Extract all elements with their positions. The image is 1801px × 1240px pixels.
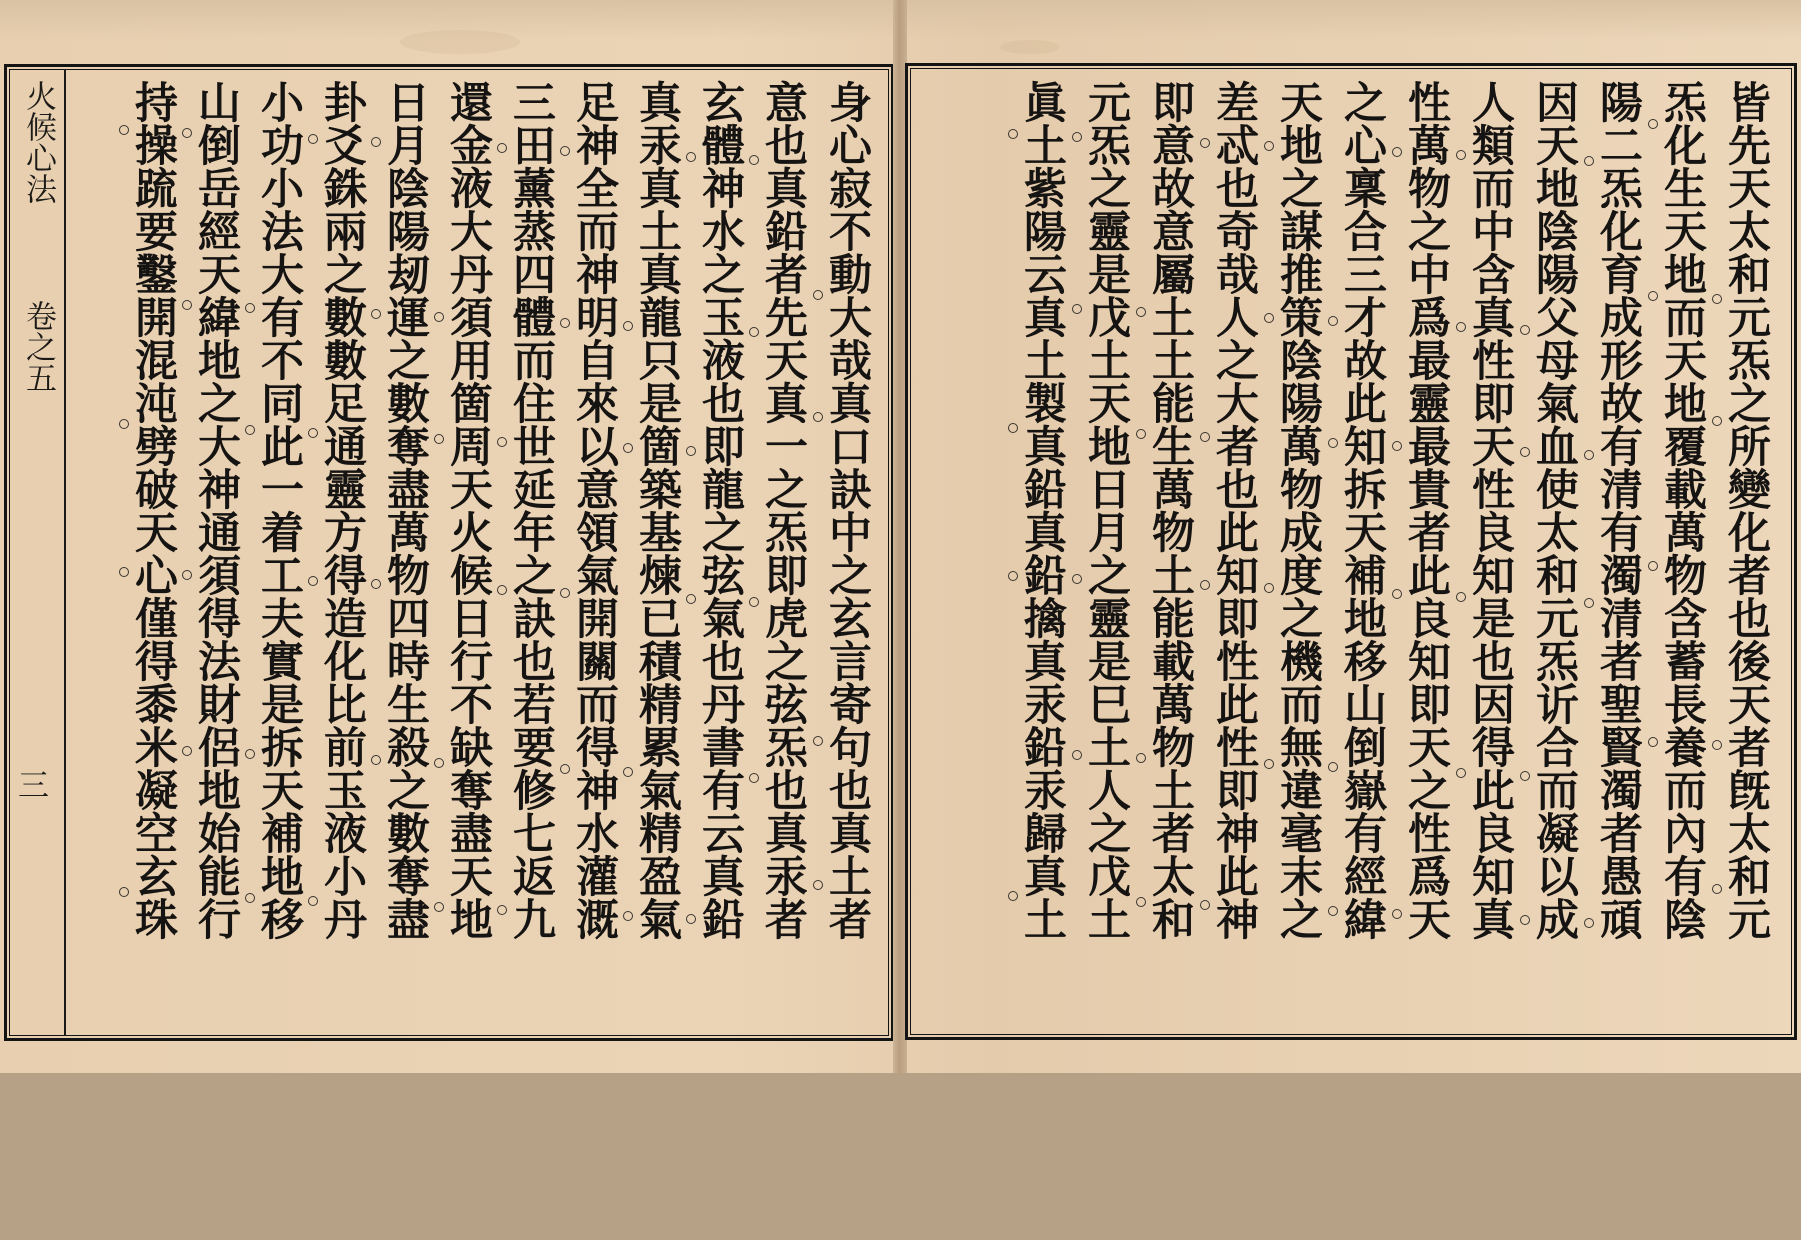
punctuation-mark: [434, 758, 444, 768]
punctuation-mark: [1712, 294, 1722, 304]
punctuation-mark: [182, 300, 192, 310]
punctuation-mark: [497, 585, 507, 595]
text-column: 因天地陰陽父母氣血使太和元炁䜣合而凝以成: [1529, 80, 1579, 940]
margin-title: 火候心法: [20, 80, 56, 204]
punctuation-mark: [1200, 580, 1210, 590]
punctuation-mark: [1456, 768, 1466, 778]
punctuation-mark: [1264, 313, 1274, 323]
text-column: 即意故意屬土土能生萬物土能載萬物土者太和: [1145, 80, 1195, 940]
punctuation-mark: [182, 570, 192, 580]
punctuation-mark: [1648, 291, 1658, 301]
punctuation-mark: [371, 137, 381, 147]
text-column: 陽二炁化育成形故有清有濁清者聖賢濁者愚頑: [1593, 80, 1643, 940]
punctuation-mark: [560, 318, 570, 328]
punctuation-mark: [308, 428, 318, 438]
punctuation-mark: [1392, 909, 1402, 919]
text-column: 真汞真土真龍只是箇築基煉已積精累氣精盈氣: [632, 80, 682, 940]
punctuation-mark: [245, 893, 255, 903]
punctuation-mark: [623, 911, 633, 921]
punctuation-mark: [1072, 132, 1082, 142]
punctuation-mark: [1008, 129, 1018, 139]
punctuation-mark: [1072, 574, 1082, 584]
punctuation-mark: [1328, 906, 1338, 916]
punctuation-mark: [623, 321, 633, 331]
punctuation-mark: [119, 887, 129, 897]
punctuation-mark: [1264, 759, 1274, 769]
margin-volume: 卷之五: [20, 300, 56, 393]
punctuation-mark: [1200, 432, 1210, 442]
text-column: 持操䟽要鑿開混沌劈破天心僅得黍米凝空玄珠: [128, 80, 178, 940]
punctuation-mark: [686, 152, 696, 162]
text-column: 天地之謀推策陰陽萬物成度之機而無違毫末之: [1273, 80, 1323, 940]
punctuation-mark: [560, 146, 570, 156]
punctuation-mark: [434, 902, 444, 912]
punctuation-mark: [245, 303, 255, 313]
punctuation-mark: [182, 746, 192, 756]
punctuation-mark: [1200, 138, 1210, 148]
text-column: 性萬物之中爲最靈最貴者此良知即天之性爲天: [1401, 80, 1451, 940]
punctuation-mark: [1008, 423, 1018, 433]
punctuation-mark: [1520, 447, 1530, 457]
punctuation-mark: [1264, 141, 1274, 151]
punctuation-mark: [1456, 150, 1466, 160]
punctuation-mark: [1392, 441, 1402, 451]
punctuation-mark: [1584, 156, 1594, 166]
punctuation-mark: [245, 425, 255, 435]
punctuation-mark: [1520, 915, 1530, 925]
punctuation-mark: [1136, 429, 1146, 439]
punctuation-mark: [434, 312, 444, 322]
punctuation-mark: [308, 134, 318, 144]
punctuation-mark: [1584, 918, 1594, 928]
punctuation-mark: [308, 576, 318, 586]
text-column: 差忒也奇哉人之大者也此知即性此性即神此神: [1209, 80, 1259, 940]
punctuation-mark: [1712, 740, 1722, 750]
text-column: 卦爻銖兩之數數足通靈方得造化比前玉液小丹: [317, 80, 367, 940]
text-column: 皆先天太和元炁之所變化者也後天者旣太和元: [1721, 80, 1771, 940]
punctuation-mark: [813, 880, 823, 890]
punctuation-mark: [308, 896, 318, 906]
punctuation-mark: [1136, 307, 1146, 317]
text-column: 還金液大丹須用箇周天火候日行不缺奪盡天地: [443, 80, 493, 940]
punctuation-mark: [1712, 416, 1722, 426]
punctuation-mark: [686, 594, 696, 604]
punctuation-mark: [371, 579, 381, 589]
text-column: 眞土紫陽云真土製真鉛真鉛擒真汞鉛汞歸真土: [1017, 80, 1067, 940]
punctuation-mark: [1648, 119, 1658, 129]
punctuation-mark: [1712, 884, 1722, 894]
punctuation-mark: [1584, 598, 1594, 608]
punctuation-mark: [1136, 753, 1146, 763]
text-column: 炁化生天地而天地覆載萬物含蓄長養而內有陰: [1657, 80, 1707, 940]
punctuation-mark: [623, 767, 633, 777]
punctuation-mark: [560, 588, 570, 598]
text-column: 意也真鉛者先天真一之炁即虎之弦炁也真汞者: [758, 80, 808, 940]
text-column: 小功小法大有不同此一着工夫實是拆天補地移: [254, 80, 304, 940]
text-column: 玄體神水之玉液也即龍之弦氣也丹書有云真鉛: [695, 80, 745, 940]
punctuation-mark: [1456, 592, 1466, 602]
text-column: 日月陰陽刼運之數奪盡萬物四時生殺之數奪盡: [380, 80, 430, 940]
punctuation-mark: [119, 567, 129, 577]
text-column: 人類而中含真性即天性良知是也因得此良知真: [1465, 80, 1515, 940]
punctuation-mark: [623, 443, 633, 453]
punctuation-mark: [434, 434, 444, 444]
punctuation-mark: [371, 755, 381, 765]
text-column: 山倒岳經天緯地之大神通須得法財侶地始能行: [191, 80, 241, 940]
punctuation-mark: [1328, 316, 1338, 326]
paper-stain: [400, 30, 520, 54]
punctuation-mark: [1008, 571, 1018, 581]
punctuation-mark: [686, 914, 696, 924]
punctuation-mark: [497, 143, 507, 153]
punctuation-mark: [1520, 771, 1530, 781]
punctuation-mark: [560, 764, 570, 774]
punctuation-mark: [119, 419, 129, 429]
text-column: 三田薰蒸四體而住世延年之訣也若要修七返九: [506, 80, 556, 940]
punctuation-mark: [749, 155, 759, 165]
punctuation-mark: [1072, 750, 1082, 760]
text-column: 足神全而神明自來以意領氣開關而得神水灌溉: [569, 80, 619, 940]
punctuation-mark: [813, 412, 823, 422]
text-column: 身心寂不動大哉真口訣中之玄言寄句也真土者: [822, 80, 872, 940]
text-column: 元炁之靈是戊土天地日月之靈是巳土人之戊土: [1081, 80, 1131, 940]
punctuation-mark: [1584, 450, 1594, 460]
punctuation-mark: [371, 309, 381, 319]
punctuation-mark: [1456, 322, 1466, 332]
punctuation-mark: [1200, 900, 1210, 910]
punctuation-mark: [1136, 897, 1146, 907]
punctuation-mark: [1520, 325, 1530, 335]
punctuation-mark: [497, 437, 507, 447]
punctuation-mark: [1392, 589, 1402, 599]
punctuation-mark: [497, 905, 507, 915]
punctuation-mark: [1648, 737, 1658, 747]
punctuation-mark: [749, 597, 759, 607]
punctuation-mark: [182, 128, 192, 138]
punctuation-mark: [1072, 304, 1082, 314]
margin-folio: 三: [18, 768, 49, 804]
punctuation-mark: [1328, 762, 1338, 772]
punctuation-mark: [1008, 891, 1018, 901]
punctuation-mark: [119, 125, 129, 135]
punctuation-mark: [813, 736, 823, 746]
punctuation-mark: [749, 327, 759, 337]
paper-stain: [1000, 40, 1060, 54]
punctuation-mark: [1264, 583, 1274, 593]
punctuation-mark: [1648, 561, 1658, 571]
punctuation-mark: [686, 446, 696, 456]
punctuation-mark: [1392, 147, 1402, 157]
punctuation-mark: [245, 749, 255, 759]
punctuation-mark: [813, 290, 823, 300]
punctuation-mark: [749, 773, 759, 783]
text-column: 之心稟合三才故此知拆天補地移山倒嶽有經緯: [1337, 80, 1387, 940]
punctuation-mark: [1328, 438, 1338, 448]
